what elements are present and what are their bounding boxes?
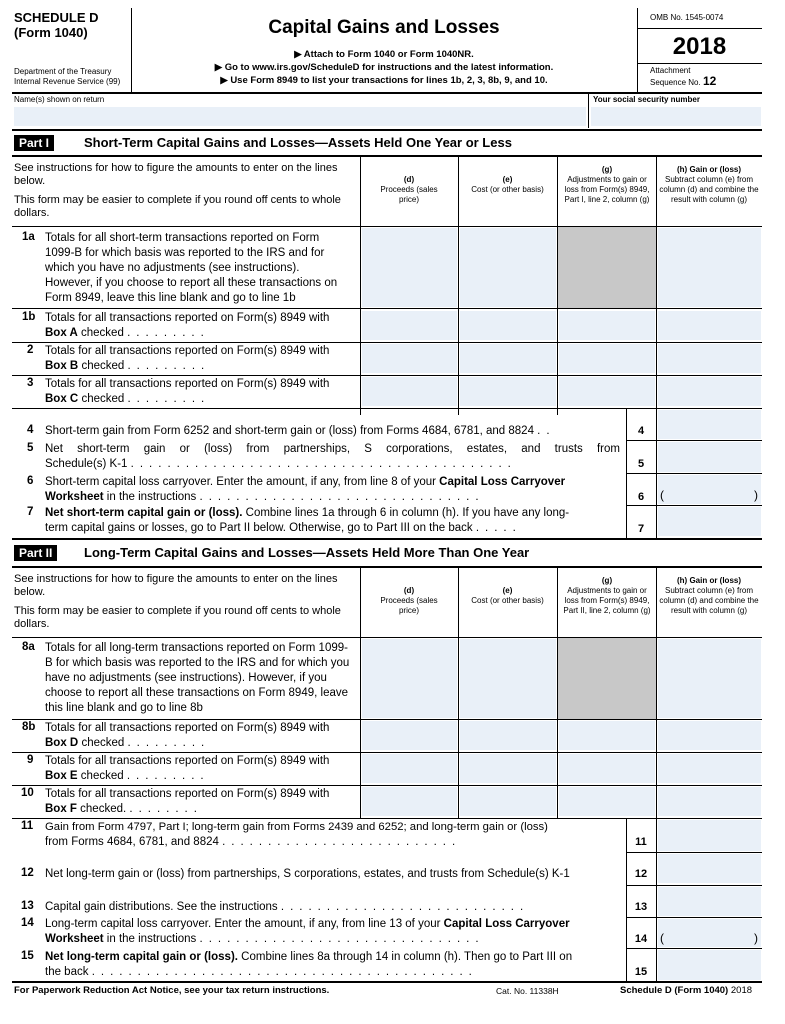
names-label: Name(s) shown on return — [14, 95, 105, 104]
line-9-number: 9 — [27, 754, 34, 766]
line-3-number: 3 — [27, 377, 34, 389]
line-5-number: 5 — [27, 442, 34, 454]
ssn-field[interactable] — [591, 107, 761, 126]
col-d-label: (d) — [403, 175, 415, 184]
line-7-box-number: 7 — [637, 523, 645, 535]
line-8b-h[interactable] — [658, 721, 761, 750]
line-10-box: Box F — [45, 803, 77, 815]
line-10-number: 10 — [21, 787, 34, 799]
footer-cat-number: Cat. No. 11338H — [496, 986, 559, 996]
col-g-sub-p2: Adjustments to gain or loss from Form(s) 8949, Part II, line 2, column (g) — [563, 586, 651, 615]
col-e-sub: Cost (or other basis) — [471, 185, 544, 194]
line-8b-checked: checked — [81, 737, 125, 749]
line-7-text-b: term capital gains or losses, go to Part II below. Otherwise, go to Part III on the back — [45, 522, 473, 534]
attachment-label: Attachment — [650, 66, 691, 75]
line-6-number: 6 — [27, 475, 34, 487]
line-14-text-a: Long-term capital loss carryover. Enter the amount, if any, from line 13 of your — [45, 918, 441, 930]
line-11-text-a: Gain from Form 4797, Part I; long-term gain from Forms 2439 and 6252; and long-term gain or (loss) — [45, 821, 548, 833]
line-2-e[interactable] — [460, 344, 556, 373]
line-1a-g-shaded — [558, 227, 656, 308]
line-8b-number: 8b — [22, 721, 36, 733]
line-8a-g-shaded — [558, 638, 656, 719]
line-6-text-b: in the instructions — [106, 491, 197, 503]
sequence-number: 12 — [702, 74, 717, 88]
line-2-text: Totals for all transactions reported on Form(s) 8949 with — [45, 345, 330, 357]
line-14-text-a-bold: Capital Loss Carryover — [443, 918, 570, 930]
line-8a-d[interactable] — [362, 639, 457, 718]
line-9-text: Totals for all transactions reported on Form(s) 8949 with — [45, 755, 330, 767]
line-10-text: Totals for all transactions reported on Form(s) 8949 with — [45, 788, 330, 800]
line-1a-text: Totals for all short-term transactions reported on Form 1099-B for which basis was reported to the IRS and for which you have no adjustments (see instructions). However, if you choose to report all these transactions on Form 8949, leave this line blank and go to line 1b — [45, 232, 338, 304]
col-e-label-p2: (e) — [502, 586, 513, 595]
line-1b-h[interactable] — [658, 311, 761, 340]
line-8b-e[interactable] — [460, 721, 556, 750]
line-8a-h[interactable] — [658, 639, 761, 718]
line-7-number: 7 — [27, 506, 34, 518]
line-5-h[interactable] — [658, 442, 761, 472]
line-6-h[interactable] — [658, 475, 761, 504]
schedule-label: SCHEDULE D — [14, 10, 99, 25]
part1-label: Part I — [14, 135, 54, 151]
line-3-g[interactable] — [559, 377, 655, 406]
line-12-number: 12 — [21, 867, 34, 879]
part2-title: Long-Term Capital Gains and Losses—Assets Held More Than One Year — [84, 545, 530, 560]
instruction-attach: ▶ Attach to Form 1040 or Form 1040NR. — [294, 49, 474, 60]
part1-intro-2: This form may be easier to complete if you round off cents to whole dollars. — [14, 194, 341, 219]
part2-intro-1: See instructions for how to figure the amounts to enter on the lines below. — [14, 573, 338, 598]
line-1b-g[interactable] — [559, 311, 655, 340]
line-8b-g[interactable] — [559, 721, 655, 750]
col-h-sub-p2: Subtract column (e) from column (d) and combine the result with column (g) — [659, 586, 759, 615]
line-14-text-b: in the instructions — [106, 933, 197, 945]
line-3-d[interactable] — [362, 377, 457, 406]
line-3-box: Box C — [45, 393, 79, 405]
line-2-g[interactable] — [559, 344, 655, 373]
line-2-box: Box B — [45, 360, 79, 372]
part2-intro-2: This form may be easier to complete if you round off cents to whole dollars. — [14, 605, 341, 630]
line-15-text-b: the back — [45, 966, 89, 978]
col-h-label-p2: (h) Gain or (loss) — [677, 576, 741, 585]
line-12-text: Net long-term gain or (loss) from partnerships, S corporations, estates, and trusts from Schedule(s) K-1 — [45, 868, 570, 880]
line-1b-box: Box A — [45, 327, 78, 339]
line-5-box-number: 5 — [637, 458, 645, 470]
line-11-text-b: from Forms 4684, 6781, and 8824 — [45, 836, 219, 848]
line-14-text-b-bold: Worksheet — [45, 933, 104, 945]
line-13-box-number: 13 — [634, 901, 648, 913]
omb-number: OMB No. 1545-0074 — [650, 13, 724, 22]
line-3-e[interactable] — [460, 377, 556, 406]
line-14-number: 14 — [21, 917, 34, 929]
form-label: (Form 1040) — [14, 25, 88, 40]
line-1a-e[interactable] — [460, 228, 556, 307]
line-9-d[interactable] — [362, 754, 457, 783]
line-8b-box: Box D — [45, 737, 79, 749]
line-8b-d[interactable] — [362, 721, 457, 750]
line-8a-text: Totals for all long-term transactions reported on Form 1099-B for which basis was reported to the IRS and for which you have no adjustments (see instructions). However, if you choose to report all these transactions on Form 8949, leave this line blank and go to line 8b — [45, 642, 350, 714]
line-3-h[interactable] — [658, 377, 761, 406]
col-g-sub: Adjustments to gain or loss from Form(s) 8949, Part I, line 2, column (g) — [564, 175, 650, 204]
line-1a-h[interactable] — [658, 228, 761, 307]
col-d-sub: Proceeds (sales price) — [380, 185, 438, 204]
line-11-h[interactable] — [658, 820, 761, 851]
line-4-text: Short-term gain from Form 6252 and short-term gain or (loss) from Forms 4684, 6781, and 8824 — [45, 425, 534, 437]
line-13-text: Capital gain distributions. See the instructions — [45, 901, 278, 913]
col-g-label: (g) — [601, 165, 613, 174]
line-8a-number: 8a — [22, 641, 35, 653]
line-2-number: 2 — [27, 344, 34, 356]
line-9-h[interactable] — [658, 754, 761, 783]
part2-label: Part II — [14, 545, 57, 561]
col-e-sub-p2: Cost (or other basis) — [471, 596, 544, 605]
line-3-text: Totals for all transactions reported on Form(s) 8949 with — [45, 378, 330, 390]
line-2-h[interactable] — [658, 344, 761, 373]
line-6-text-a-bold: Capital Loss Carryover — [439, 476, 566, 488]
line-11-number: 11 — [21, 820, 34, 832]
line-13-h[interactable] — [658, 887, 761, 916]
col-g-label-p2: (g) — [601, 576, 613, 585]
line-9-box: Box E — [45, 770, 78, 782]
line-15-text-a: Combine lines 8a through 14 in column (h). Then go to Part III on — [241, 951, 573, 963]
line-1b-text: Totals for all transactions reported on Form(s) 8949 with — [45, 312, 330, 324]
tax-year: 2018 — [672, 33, 727, 60]
line-7-h[interactable] — [658, 507, 761, 536]
line-10-d[interactable] — [362, 787, 457, 816]
line-15-box-number: 15 — [634, 966, 648, 978]
instruction-website: ▶ Go to www.irs.gov/ScheduleD for instructions and the latest information. — [214, 62, 554, 73]
line-1b-checked: checked — [81, 327, 124, 339]
line-1a-number: 1a — [22, 231, 35, 243]
line-12-h[interactable] — [658, 854, 761, 883]
col-h-sub: Subtract column (e) from column (d) and combine the result with column (g) — [659, 175, 759, 204]
dept-irs: Internal Revenue Service (99) — [14, 77, 121, 86]
dept-treasury: Department of the Treasury — [14, 67, 112, 76]
line-4-number: 4 — [27, 424, 34, 436]
line-1b-e[interactable] — [460, 311, 556, 340]
line-10-e[interactable] — [460, 787, 556, 816]
line-10-g[interactable] — [559, 787, 655, 816]
line-9-g[interactable] — [559, 754, 655, 783]
line-12-box-number: 12 — [634, 868, 648, 880]
form-title: Capital Gains and Losses — [268, 17, 500, 38]
line-9-checked: checked — [80, 770, 124, 782]
instruction-form8949: ▶ Use Form 8949 to list your transactions for lines 1b, 2, 3, 8b, 9, and 10. — [220, 75, 548, 86]
line-7-text-bold: Net short-term capital gain or (loss). — [45, 507, 243, 519]
line-1b-number: 1b — [22, 311, 36, 323]
part1-title: Short-Term Capital Gains and Losses—Assets Held One Year or Less — [84, 135, 512, 150]
col-d-sub-p2: Proceeds (sales price) — [380, 596, 438, 615]
line-6-text-b-bold: Worksheet — [45, 491, 104, 503]
line-6-box-number: 6 — [637, 491, 645, 503]
line-7-text-a: Combine lines 1a through 6 in column (h). If you have any long- — [245, 507, 570, 519]
sequence-label: Sequence No. — [650, 78, 701, 87]
part1-intro-1: See instructions for how to figure the amounts to enter on the lines below. — [14, 162, 338, 187]
line-4-h[interactable] — [658, 410, 761, 439]
line-10-checked: checked. — [80, 803, 127, 815]
line-6-text-a: Short-term capital loss carryover. Enter the amount, if any, from line 8 of your — [45, 476, 436, 488]
line-10-h[interactable] — [658, 787, 761, 816]
line-9-e[interactable] — [460, 754, 556, 783]
ssn-label: Your social security number — [593, 95, 700, 104]
line-8b-text: Totals for all transactions reported on Form(s) 8949 with — [45, 722, 330, 734]
footer-year: 2018 — [730, 985, 753, 996]
line-15-text-bold: Net long-term capital gain or (loss). — [45, 951, 238, 963]
col-d-label-p2: (d) — [403, 586, 415, 595]
col-h-label: (h) Gain or (loss) — [677, 165, 741, 174]
line-5-text-a: Net short-term gain or (loss) from partnerships, S corporations, estates, and trusts from — [45, 443, 620, 455]
line-14-box-number: 14 — [634, 933, 648, 945]
line-3-checked: checked — [81, 393, 125, 405]
line-1a-d[interactable] — [362, 228, 457, 307]
col-e-label: (e) — [502, 175, 513, 184]
footer-schedule: Schedule D (Form 1040) — [620, 985, 729, 996]
line-1b-d[interactable] — [362, 311, 457, 340]
line-15-h[interactable] — [658, 950, 761, 980]
line-14-h[interactable] — [658, 919, 761, 947]
name-field[interactable] — [14, 107, 586, 126]
line-15-number: 15 — [21, 950, 34, 962]
line-4-box-number: 4 — [637, 425, 645, 437]
line-13-number: 13 — [21, 900, 34, 912]
line-2-d[interactable] — [362, 344, 457, 373]
line-5-text-b: Schedule(s) K-1 — [45, 458, 128, 470]
line-8a-e[interactable] — [460, 639, 556, 718]
line-11-box-number: 11 — [635, 836, 647, 848]
line-2-checked: checked — [81, 360, 125, 372]
footer-paperwork-notice: For Paperwork Reduction Act Notice, see your tax return instructions. — [14, 985, 330, 996]
